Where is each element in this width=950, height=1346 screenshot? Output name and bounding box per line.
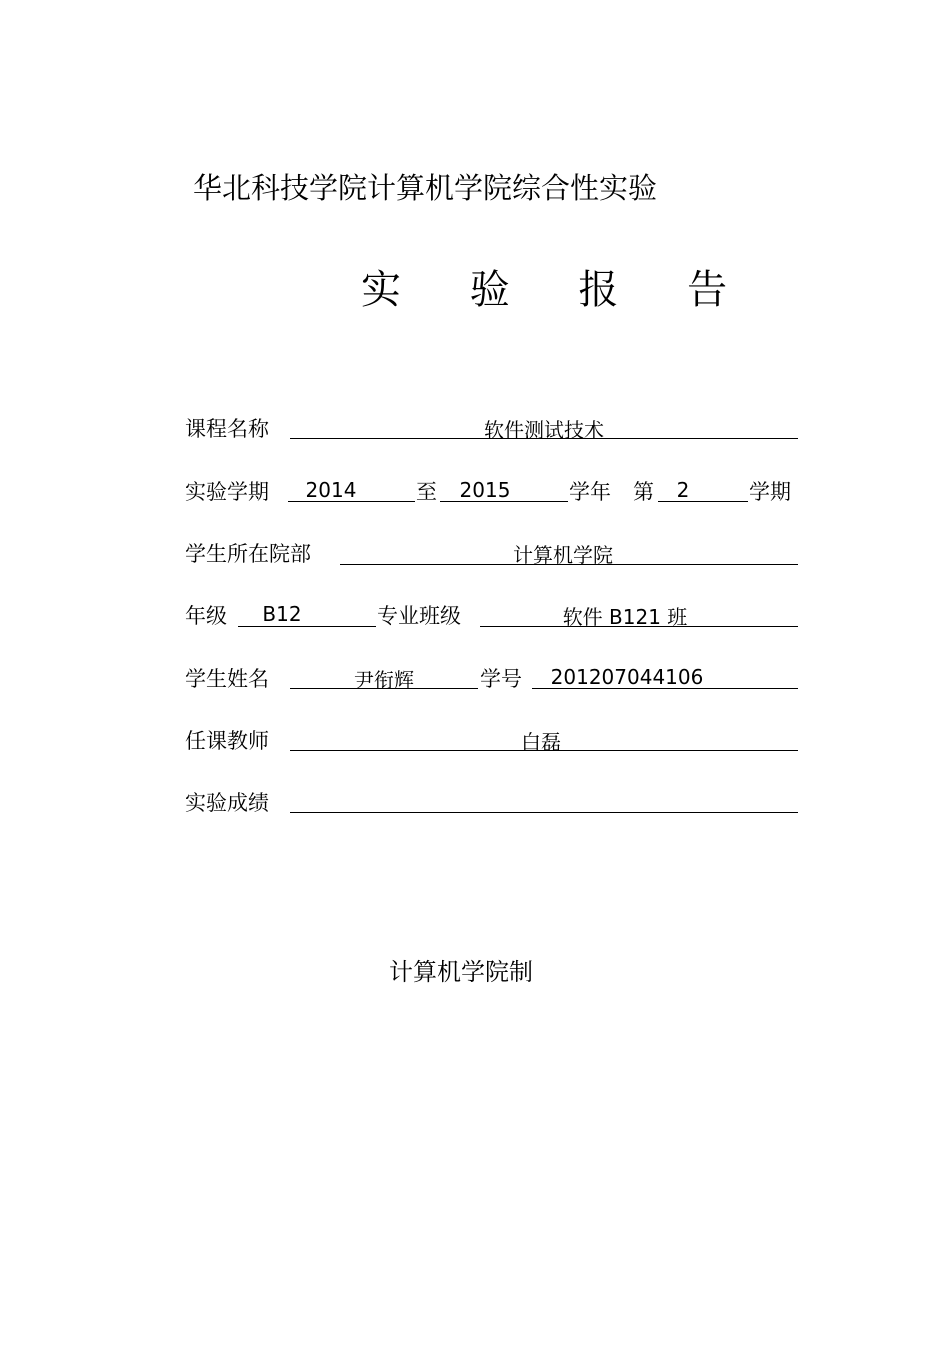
year-from-value: 2014 [305,478,357,502]
term-suffix-label: 学期 [749,480,791,504]
term-value: 2 [676,478,690,502]
student-name-label: 学生姓名 [185,667,269,691]
score-label: 实验成绩 [185,791,269,815]
class-label: 专业班级 [377,604,461,628]
year-to-value: 2015 [459,478,511,502]
school-year-label: 学年 [569,480,611,504]
teacher-value: 白磊 [521,730,561,754]
course-value: 软件测试技术 [484,418,604,442]
course-label: 课程名称 [185,417,269,441]
department-label: 学生所在院部 [185,542,311,566]
institution-text: 华北科技学院计算机学院综合性实验 [193,171,658,205]
footer-text: 计算机学院制 [389,958,533,986]
department-value: 计算机学院 [513,543,613,567]
student-name-value: 尹衔辉 [354,668,414,692]
class-value: 软件 B121 班 [562,605,688,629]
teacher-label: 任课教师 [185,729,269,753]
grade-underline [238,626,376,627]
report-title: 实 验 报 告 [361,267,756,313]
to-label: 至 [416,480,437,504]
grade-value: B12 [262,602,302,626]
grade-label: 年级 [185,604,227,628]
score-underline [290,812,798,813]
semester-label: 实验学期 [185,480,269,504]
student-id-value: 201207044106 [550,665,704,689]
term-prefix-label: 第 [633,480,654,504]
student-id-label: 学号 [480,667,522,691]
